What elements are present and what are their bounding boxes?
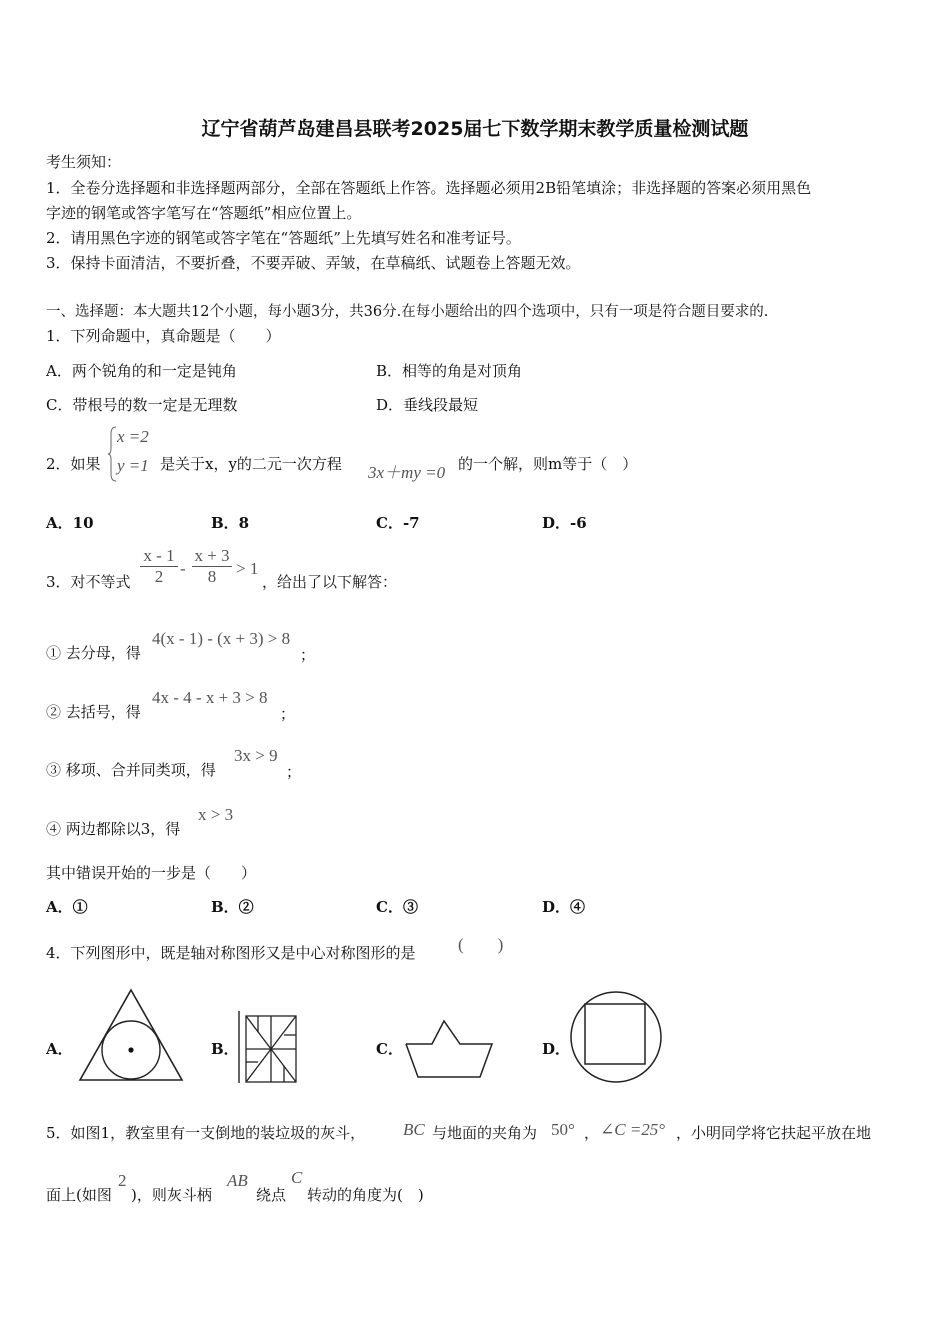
q3-minus: -	[180, 559, 186, 578]
q3-fraction-1-denominator: 2	[140, 566, 178, 587]
q2-suffix: 的一个解，则m等于（ ）	[458, 455, 638, 473]
q2-prefix: 2．如果	[46, 455, 101, 473]
q1-option-c: C．带根号的数一定是无理数	[46, 396, 238, 414]
q2-middle: 是关于x，y的二元一次方程	[160, 455, 342, 473]
q3-question: 其中错误开始的一步是（ ）	[46, 864, 257, 882]
q1-option-b: B．相等的角是对顶角	[376, 362, 523, 380]
q3-step-1-math: 4(x - 1) - (x + 3) > 8	[152, 629, 291, 648]
q4-paren: ( )	[458, 935, 504, 954]
q3-option-a: A．①	[46, 898, 88, 916]
section-heading: 一、选择题：本大题共12个小题，每小题3分，共36分.在每小题给出的四个选项中，只有一项是符合题目要求的.	[46, 304, 769, 320]
q3-step-4-text: ④ 两边都除以3，得	[46, 820, 181, 838]
q5-text-1: 5．如图1，教室里有一支倒地的装垃圾的灰斗，	[46, 1124, 366, 1142]
q3-fraction-1-numerator: x - 1	[143, 546, 175, 565]
q5-text-7: 转动的角度为( )	[307, 1186, 424, 1204]
notice-heading: 考生须知：	[46, 153, 122, 171]
q2-option-a: A．10	[46, 514, 94, 532]
q5-text-6: 绕点	[256, 1186, 287, 1204]
notice-line-2: 2．请用黑色字迹的钢笔或答字笔在“答题纸”上先填写姓名和准考证号。	[46, 229, 521, 247]
q5-angle-c: ∠C =25°	[600, 1120, 666, 1139]
q4-option-b: B．	[211, 1040, 239, 1058]
q3-greater-than: > 1	[236, 559, 259, 578]
q5-text-3: ，小明同学将它扶起平放在地	[676, 1124, 872, 1142]
q2-system-eq1: x =2	[117, 427, 149, 446]
q3-step-1-end: ；	[300, 646, 316, 664]
q1-option-a: A．两个锐角的和一定是钝角	[46, 362, 237, 380]
q3-step-1-text: ① 去分母，得	[46, 644, 141, 662]
q4-option-c: C．	[376, 1040, 403, 1058]
q4-stem: 4．下列图形中，既是轴对称图形又是中心对称图形的是	[46, 944, 416, 962]
q2-option-c: C．-7	[376, 514, 420, 532]
q4-figure-d-circle-square	[569, 990, 664, 1085]
q5-comma: ，	[584, 1124, 600, 1142]
q4-option-a: A．	[46, 1040, 73, 1058]
q3-option-d: D．④	[542, 898, 586, 916]
q3-option-c: C．③	[376, 898, 418, 916]
q3-step-2-math: 4x - 4 - x + 3 > 8	[152, 688, 268, 707]
q2-equation: 3x＋my =0	[368, 463, 446, 482]
q5-angle-50: 50°	[551, 1120, 575, 1139]
q4-option-d: D．	[542, 1040, 571, 1058]
q4-figure-c-boat	[404, 1019, 494, 1079]
q5-segment-bc: BC	[403, 1120, 425, 1139]
q3-fraction-1	[140, 546, 178, 587]
q4-figure-a-triangle-circle	[78, 989, 184, 1081]
q3-step-3-math: 3x > 9	[234, 746, 278, 765]
q3-fraction-2-numerator: x + 3	[194, 546, 230, 565]
q1-stem: 1．下列命题中，真命题是（ ）	[46, 327, 281, 345]
q3-fraction-2-denominator: 8	[192, 566, 232, 587]
q2-option-d: D．-6	[542, 514, 587, 532]
page-title: 辽宁省葫芦岛建昌县联考2025届七下数学期末教学质量检测试题	[201, 118, 749, 140]
q3-option-b: B．②	[211, 898, 254, 916]
q4-figure-b-pinwheel	[238, 1010, 300, 1084]
q3-step-2-text: ② 去括号，得	[46, 703, 141, 721]
notice-line-1b: 字迹的钢笔或答字笔写在“答题纸”相应位置上。	[46, 204, 362, 222]
q5-text-2: 与地面的夹角为	[432, 1124, 538, 1142]
q5-figure-number: 2	[118, 1171, 127, 1190]
q3-fraction-2	[192, 546, 232, 587]
q2-system-eq2: y =1	[117, 456, 149, 475]
notice-line-3: 3．保持卡面清洁，不要折叠，不要弄破、弄皱，在草稿纸、试题卷上答题无效。	[46, 254, 581, 272]
q3-prefix: 3．对不等式	[46, 573, 131, 591]
q3-step-3-end: ；	[286, 763, 302, 781]
q5-segment-ab: AB	[227, 1171, 248, 1190]
q5-text-5: )，则灰斗柄	[131, 1186, 212, 1204]
q1-option-d: D．垂线段最短	[376, 396, 479, 414]
q3-step-4-math: x > 3	[198, 805, 234, 824]
q3-step-2-end: ；	[280, 705, 296, 723]
q3-suffix: ，给出了以下解答：	[262, 573, 398, 591]
notice-line-1a: 1．全卷分选择题和非选择题两部分，全部在答题纸上作答。选择题必须用2B铅笔填涂；非选择题的答案必须用黑色	[46, 179, 812, 197]
q5-point-c: C	[291, 1168, 303, 1187]
q3-step-3-text: ③ 移项、合并同类项，得	[46, 761, 216, 779]
q2-option-b: B．8	[211, 514, 250, 532]
q5-text-4: 面上(如图	[46, 1186, 112, 1204]
